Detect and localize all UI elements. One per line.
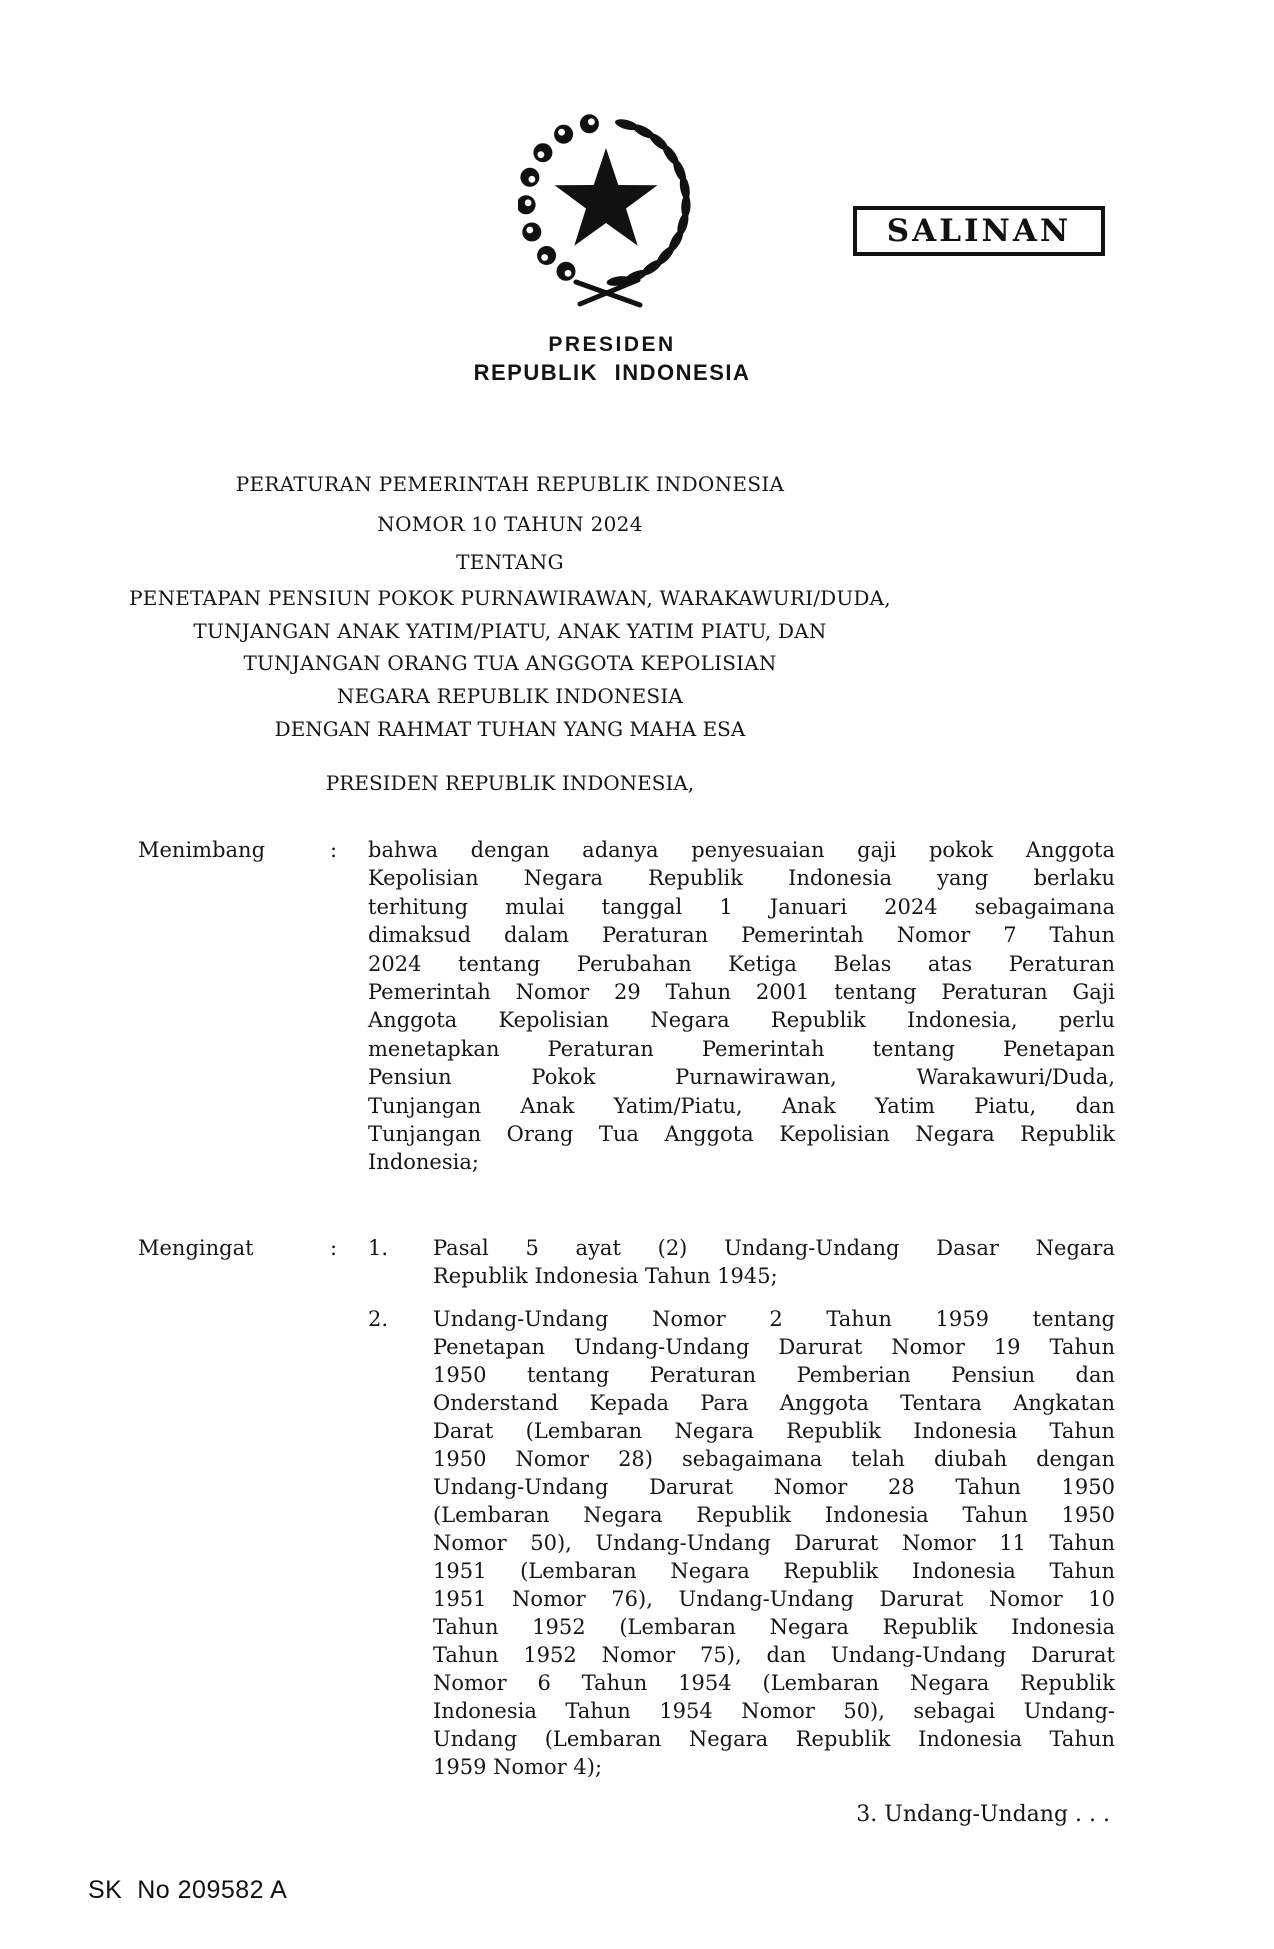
regulation-subject-line: PENETAPAN PENSIUN POKOK PURNAWIRAWAN, WARAKAWURI/DUDA, [129, 586, 891, 610]
text-line: Onderstand Kepada Para Anggota Tentara Angkatan [433, 1391, 1115, 1415]
invocation-line: DENGAN RAHMAT TUHAN YANG MAHA ESA [274, 717, 746, 741]
text-line: Undang (Lembaran Negara Republik Indonesia Tahun [433, 1727, 1115, 1751]
text-line: Undang-Undang Darurat Nomor 28 Tahun 1950 [433, 1475, 1115, 1499]
text-line: 2024 tentang Perubahan Ketiga Belas atas Peraturan [368, 951, 1115, 976]
letterhead-presiden: PRESIDEN [548, 333, 676, 356]
text-line: Pemerintah Nomor 29 Tahun 2001 tentang Peraturan Gaji [368, 980, 1115, 1005]
salinan-stamp-label: SALINAN [886, 213, 1072, 249]
regulation-title: PERATURAN PEMERINTAH REPUBLIK INDONESIA [235, 472, 785, 496]
mengingat-colon: : [330, 1236, 338, 1260]
regulation-subject-line: TUNJANGAN ANAK YATIM/PIATU, ANAK YATIM PIATU, DAN [193, 618, 827, 643]
mengingat-section [138, 1234, 1115, 1781]
text-line: 1959 Nomor 4); [433, 1755, 603, 1779]
document-control-code: SK No 209582 A [88, 1876, 288, 1904]
regulation-subject-line: NEGARA REPUBLIK INDONESIA [336, 683, 684, 708]
mengingat-item-2-number: 2. [368, 1307, 389, 1331]
menimbang-paragraph [368, 836, 1115, 1177]
text-line: Penetapan Undang-Undang Darurat Nomor 19 Tahun [433, 1335, 1115, 1359]
text-line: 1951 (Lembaran Negara Republik Indonesia Tahun [433, 1559, 1115, 1583]
text-line: dimaksud dalam Peraturan Pemerintah Nomor 7 Tahun [368, 923, 1115, 948]
mengingat-item-2 [368, 1305, 1115, 1781]
text-line: Undang-Undang Nomor 2 Tahun 1959 tentang [433, 1307, 1115, 1331]
text-line: Indonesia Tahun 1954 Nomor 50), sebagai Undang- [433, 1699, 1115, 1723]
menimbang-label: Menimbang [138, 838, 266, 862]
text-line: terhitung mulai tanggal 1 Januari 2024 sebagaimana [368, 894, 1115, 919]
text-line: Tunjangan Orang Tua Anggota Kepolisian Negara Republik [368, 1122, 1115, 1147]
regulation-subject [100, 582, 920, 712]
text-line: Nomor 6 Tahun 1954 (Lembaran Negara Republik [433, 1671, 1115, 1695]
text-line: Republik Indonesia Tahun 1945; [433, 1264, 778, 1288]
regulation-tentang: TENTANG [456, 550, 564, 574]
text-line: bahwa dengan adanya penyesuaian gaji pokok Anggota [368, 838, 1115, 862]
mengingat-item-2-text [433, 1305, 1115, 1781]
salinan-stamp [853, 206, 1105, 256]
mengingat-item-1 [368, 1234, 1115, 1290]
letterhead [412, 331, 812, 387]
text-line: Anggota Kepolisian Negara Republik Indonesia, perlu [368, 1008, 1115, 1033]
text-line: Tunjangan Anak Yatim/Piatu, Anak Yatim Piatu, dan [368, 1093, 1115, 1118]
menimbang-colon: : [330, 838, 338, 862]
text-line: Pensiun Pokok Purnawirawan, Warakawuri/Duda, [368, 1065, 1115, 1090]
regulation-number: NOMOR 10 TAHUN 2024 [377, 512, 643, 536]
presidential-emblem-icon [518, 96, 694, 308]
text-line: Tahun 1952 (Lembaran Negara Republik Indonesia [433, 1615, 1115, 1639]
catchword: 3. Undang-Undang . . . [856, 1802, 1110, 1827]
text-line: Darat (Lembaran Negara Republik Indonesia Tahun [433, 1419, 1115, 1443]
mengingat-item-1-number: 1. [368, 1236, 389, 1260]
menimbang-section [138, 836, 1115, 1177]
letterhead-republik-indonesia: REPUBLIK INDONESIA [473, 360, 751, 385]
text-line: Pasal 5 ayat (2) Undang-Undang Dasar Negara [433, 1236, 1115, 1260]
mengingat-item-1-text [433, 1234, 1115, 1290]
regulation-subject-line: TUNJANGAN ORANG TUA ANGGOTA KEPOLISIAN [243, 651, 777, 675]
text-line: Indonesia; [368, 1150, 479, 1175]
text-line: Nomor 50), Undang-Undang Darurat Nomor 11 Tahun [433, 1531, 1115, 1555]
text-line: menetapkan Peraturan Pemerintah tentang Penetapan [368, 1036, 1115, 1061]
text-line: (Lembaran Negara Republik Indonesia Tahun 1950 [433, 1503, 1115, 1527]
text-line: 1950 tentang Peraturan Pemberian Pensiun dan [433, 1363, 1115, 1387]
authority-line: PRESIDEN REPUBLIK INDONESIA, [325, 771, 695, 795]
regulation-heading [100, 464, 920, 712]
text-line: 1951 Nomor 76), Undang-Undang Darurat Nomor 10 [433, 1587, 1115, 1611]
text-line: 1950 Nomor 28) sebagaimana telah diubah dengan [433, 1447, 1115, 1471]
mengingat-label: Mengingat [138, 1236, 254, 1260]
text-line: Kepolisian Negara Republik Indonesia yang berlaku [368, 866, 1115, 891]
text-line: Tahun 1952 Nomor 75), dan Undang-Undang Darurat [433, 1643, 1115, 1667]
